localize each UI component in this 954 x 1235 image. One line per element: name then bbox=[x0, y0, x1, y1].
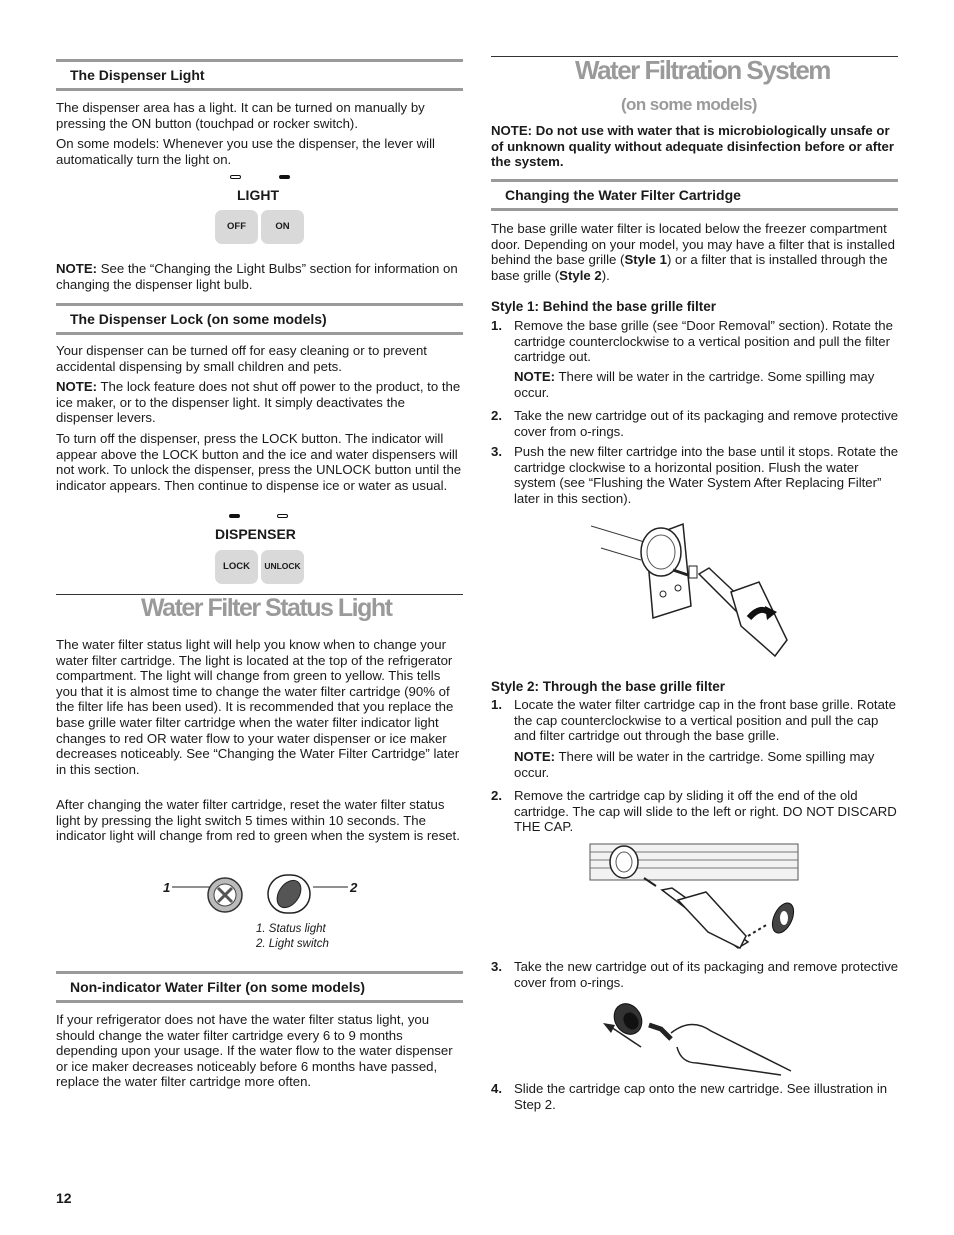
panel-label: LIGHT bbox=[237, 187, 279, 203]
step-number: 3. bbox=[491, 444, 502, 459]
cartridge-cap-illustration bbox=[601, 997, 801, 1077]
style-ref: Style 1 bbox=[624, 252, 667, 268]
style2-heading: Style 2: Through the base grille filter bbox=[491, 679, 726, 694]
step-text: Locate the water filter cartridge cap in the front base grille. Rotate the cap counterclockwise to a vertical position and pull the cap and filter cartridge out through the base grille. bbox=[514, 697, 896, 744]
style1-filter-illustration bbox=[591, 518, 811, 668]
note-paragraph bbox=[56, 261, 463, 292]
section-header-dispenser-lock bbox=[56, 303, 463, 335]
paragraph: The dispenser area has a light. It can be turned on manually by pressing the ON button (touchpad or rocker switch). bbox=[56, 100, 425, 131]
step-text: Remove the base grille (see “Door Removal” section). Rotate the cartridge counterclockwise to a vertical position and pull the filter cartridge out. bbox=[514, 318, 893, 365]
paragraph: To turn off the dispenser, press the LOCK button. The indicator will appear above the LOCK button and the ice and water dispensers will not work. To unlock the dispenser, press the UNLOCK button until the indicator appears. Then continue to dispense ice or water as usual. bbox=[56, 431, 462, 493]
light-off-button[interactable]: OFF bbox=[215, 210, 258, 244]
panel-label: DISPENSER bbox=[215, 526, 296, 542]
note-label: NOTE: bbox=[56, 379, 98, 394]
water-filtration-title: Water Filtration System bbox=[575, 55, 830, 85]
style-ref: Style 2 bbox=[559, 267, 602, 283]
water-filtration-subtitle: (on some models) bbox=[621, 95, 757, 114]
note-text: The lock feature does not shut off power to the product, to the ice maker, or to the dispenser light. It simply deactivates the dispenser levers. bbox=[56, 379, 461, 426]
note-paragraph bbox=[56, 379, 463, 426]
section-header-non-indicator bbox=[56, 971, 463, 1003]
legend-item: 2. Light switch bbox=[256, 938, 329, 950]
lock-indicator bbox=[229, 514, 240, 518]
paragraph: On some models: Whenever you use the dispenser, the lever will automatically turn the light on. bbox=[56, 136, 435, 167]
status-light-drawing bbox=[163, 865, 423, 925]
section-header-changing-cartridge bbox=[491, 179, 898, 211]
off-indicator bbox=[230, 175, 241, 179]
note-paragraph bbox=[514, 369, 899, 400]
section-heading: The Dispenser Light bbox=[70, 67, 205, 83]
section-header-dispenser-light bbox=[56, 59, 463, 91]
section-heading: Non-indicator Water Filter (on some models) bbox=[70, 979, 366, 995]
paragraph: If your refrigerator does not have the water filter status light, you should change the water filter cartridge every 6 to 9 months depending upon your usage. If the water flow to the water dispenser or ice maker decreases noticeably before 6 months have passed, replace the water filter cartridge more often. bbox=[56, 1012, 453, 1090]
status-light-title: Water Filter Status Light bbox=[141, 594, 392, 622]
unlock-indicator bbox=[277, 514, 288, 518]
intro-paragraph bbox=[491, 221, 898, 283]
style1-heading: Style 1: Behind the base grille filter bbox=[491, 299, 717, 314]
light-on-button[interactable]: ON bbox=[261, 210, 304, 244]
step-number: 2. bbox=[491, 408, 502, 423]
warning-note: NOTE: Do not use with water that is microbiologically unsafe or of unknown quality without adequate disinfection before or after the system. bbox=[491, 123, 894, 170]
step-number: 3. bbox=[491, 959, 502, 974]
paragraph: Your dispenser can be turned off for easy cleaning or to prevent accidental dispensing by small children and pets. bbox=[56, 343, 427, 374]
note-paragraph bbox=[514, 749, 899, 780]
note-text: See the “Changing the Light Bulbs” section for information on changing the dispenser light bulb. bbox=[56, 261, 458, 292]
note-text: There will be water in the cartridge. Some spilling may occur. bbox=[514, 749, 875, 780]
text: ). bbox=[601, 267, 610, 283]
note-text: There will be water in the cartridge. Some spilling may occur. bbox=[514, 369, 875, 400]
step-number: 1. bbox=[491, 697, 502, 712]
status-light-illustration bbox=[163, 865, 423, 955]
note-label: NOTE: bbox=[56, 261, 98, 276]
on-indicator bbox=[279, 175, 290, 179]
section-heading: The Dispenser Lock (on some models) bbox=[70, 311, 327, 327]
note-label: NOTE: bbox=[514, 749, 556, 764]
style2-filter-illustration bbox=[588, 840, 818, 950]
note-label: NOTE: bbox=[514, 369, 556, 384]
legend-item: 1. Status light bbox=[256, 923, 326, 935]
lock-button[interactable]: LOCK bbox=[215, 550, 258, 584]
text: ) or a filter that is installed through the base grille ( bbox=[491, 252, 888, 283]
page-number: 12 bbox=[56, 1190, 72, 1206]
callout-number: 2 bbox=[350, 880, 358, 895]
step-number: 1. bbox=[491, 318, 502, 333]
step-text: Slide the cartridge cap onto the new cartridge. See illustration in Step 2. bbox=[514, 1081, 888, 1112]
step-text: Take the new cartridge out of its packaging and remove protective cover from o-rings. bbox=[514, 959, 899, 990]
light-control-panel bbox=[215, 172, 305, 247]
step-text: Remove the cartridge cap by sliding it off the end of the old cartridge. The cap will slide to the left or right. DO NOT DISCARD THE CAP. bbox=[514, 788, 897, 835]
step-number: 4. bbox=[491, 1081, 502, 1096]
text: The base grille water filter is located below the freezer compartment door. Depending on your model, you may have a filter that is installed behind the base grille ( bbox=[491, 221, 895, 268]
paragraph: The water filter status light will help you know when to change your water filter cartridge. The light is located at the top of the refrigerator compartment. The light will change from green to yellow. This tells you that it is almost time to change the water filter cartridge (90% of the filter life has been used). It is recommended that you replace the base grille water filter cartridge when the water filter indicator light changes to red OR water flow to your water dispenser or ice maker decreases noticeably. See “Changing the Water Filter Cartridge” later in this section. bbox=[56, 637, 460, 777]
step-text: Push the new filter cartridge into the base until it stops. Rotate the cartridge clockwise to a horizontal position. Flush the water system (see “Flushing the Water System After Replacing Filter” later in this section). bbox=[514, 444, 899, 506]
dispenser-control-panel bbox=[215, 512, 310, 587]
section-heading: Changing the Water Filter Cartridge bbox=[505, 187, 741, 203]
unlock-button[interactable]: UNLOCK bbox=[261, 550, 304, 584]
step-text: Take the new cartridge out of its packaging and remove protective cover from o-rings. bbox=[514, 408, 899, 439]
paragraph: After changing the water filter cartridge, reset the water filter status light by pressing the light switch 5 times within 10 seconds. The indicator light will change from red to green when the system is reset. bbox=[56, 797, 460, 844]
callout-number: 1 bbox=[163, 880, 171, 895]
step-number: 2. bbox=[491, 788, 502, 803]
